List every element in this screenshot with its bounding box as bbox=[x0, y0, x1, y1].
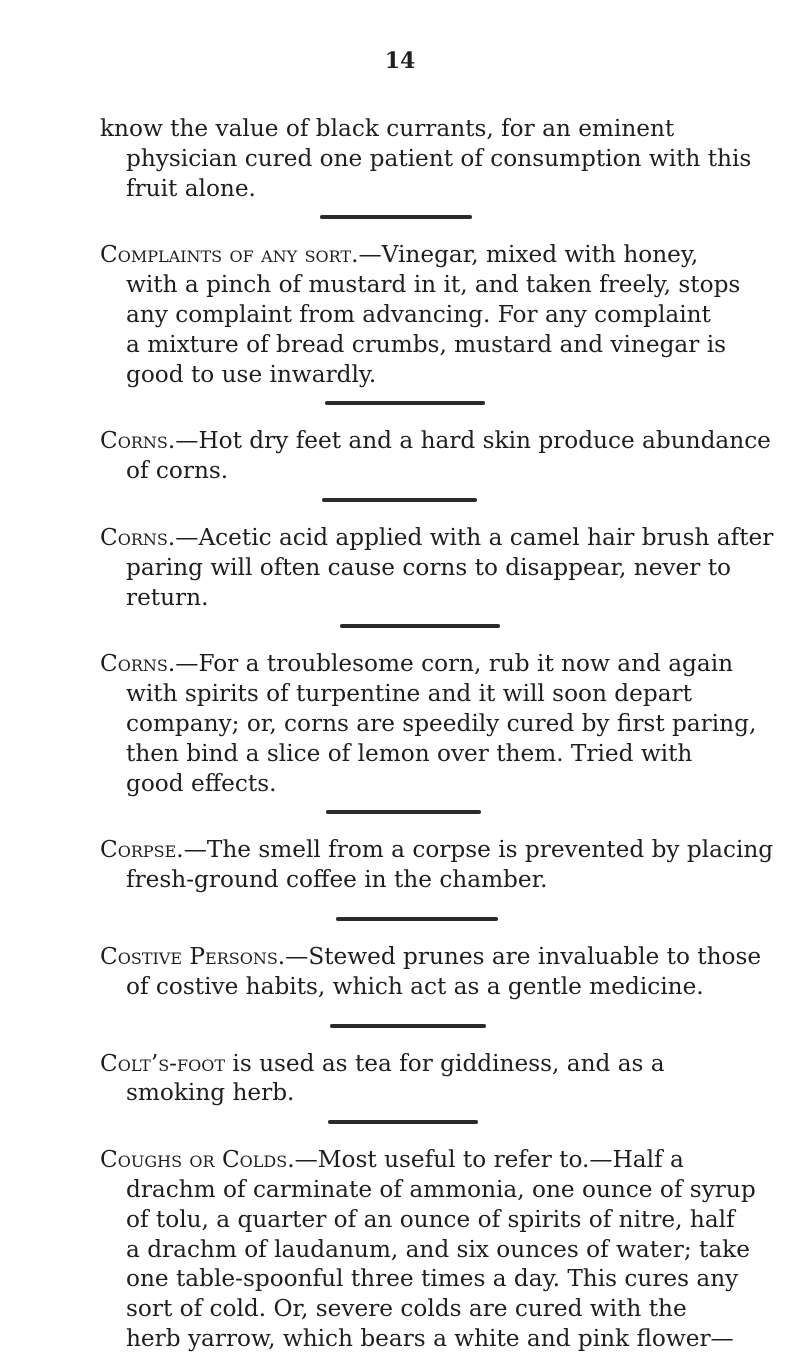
entry-line: good effects. bbox=[126, 769, 277, 797]
entry-text: —Hot dry feet and a hard skin produce abundance bbox=[175, 427, 771, 455]
entry-line: drachm of carminate of ammonia, one ounce of syrup bbox=[126, 1175, 756, 1203]
entry-line: physician cured one patient of consumption with this bbox=[126, 144, 752, 172]
entry-colts-foot bbox=[0, 1049, 800, 1109]
entry-complaints bbox=[0, 240, 800, 389]
entry-heading: Coughs or Colds. bbox=[100, 1146, 295, 1174]
entry-line: a mixture of bread crumbs, mustard and vinegar is bbox=[126, 330, 727, 358]
entry-line: return. bbox=[126, 583, 209, 611]
entry-line: sort of cold. Or, severe colds are cured with the bbox=[126, 1295, 687, 1323]
entry-heading: Corns. bbox=[100, 650, 176, 678]
entry-corns-1 bbox=[0, 426, 800, 486]
entry-line: company; or, corns are speedily cured by first paring, bbox=[126, 709, 757, 737]
section-divider bbox=[328, 1120, 478, 1124]
entry-text: —Acetic acid applied with a camel hair brush after bbox=[175, 523, 774, 551]
entry-corns-3 bbox=[0, 649, 800, 798]
entry-line: then bind a slice of lemon over them. Tried with bbox=[126, 739, 693, 767]
section-divider bbox=[330, 1024, 486, 1028]
entry-line: smoking herb. bbox=[126, 1079, 295, 1107]
entry-line bbox=[0, 649, 800, 679]
entry-heading: Costive Persons. bbox=[100, 942, 286, 970]
entry-line: herb yarrow, which bears a white and pink flower— bbox=[126, 1324, 734, 1352]
entry-line: know the value of black currants, for an eminent bbox=[100, 115, 675, 142]
section-divider bbox=[340, 624, 500, 628]
entry-line: a drachm of laudanum, and six ounces of water; take bbox=[126, 1235, 750, 1263]
entry-text: —For a troublesome corn, rub it now and again bbox=[175, 650, 734, 678]
section-divider bbox=[336, 917, 498, 921]
entry-line: one table-spoonful three times a day. This cures any bbox=[126, 1265, 739, 1293]
section-divider bbox=[322, 498, 477, 502]
entry-line: fruit alone. bbox=[126, 174, 256, 202]
entry-line bbox=[0, 1049, 800, 1079]
entry-corpse bbox=[0, 835, 800, 895]
entry-line: paring will often cause corns to disappear, never to bbox=[126, 553, 731, 581]
section-divider bbox=[320, 215, 472, 219]
entry-line bbox=[0, 240, 800, 270]
entry-black-currants bbox=[0, 114, 800, 203]
entry-heading: Colt’s-foot bbox=[100, 1049, 226, 1077]
entry-line: of costive habits, which act as a gentle medicine. bbox=[126, 972, 704, 1000]
entry-heading: Corns. bbox=[100, 427, 176, 455]
entry-line: of corns. bbox=[126, 457, 229, 485]
entry-heading: Corpse. bbox=[100, 836, 184, 864]
entry-line: good to use inwardly. bbox=[126, 360, 377, 388]
entry-line: fresh-ground coffee in the chamber. bbox=[126, 866, 548, 894]
entry-heading: Corns. bbox=[100, 523, 176, 551]
entry-line bbox=[0, 523, 800, 553]
entry-text: —Vinegar, mixed with honey, bbox=[358, 241, 699, 269]
entry-line bbox=[0, 835, 800, 865]
entry-heading: Complaints of any sort. bbox=[100, 241, 359, 269]
entry-text: —The smell from a corpse is prevented by placing bbox=[183, 836, 774, 864]
entry-line bbox=[0, 1145, 800, 1175]
entries-list bbox=[0, 114, 800, 1354]
entry-text: —Most useful to refer to.—Half a bbox=[294, 1146, 684, 1174]
section-divider bbox=[326, 810, 481, 814]
section-divider bbox=[325, 401, 485, 405]
entry-line bbox=[0, 942, 800, 972]
entry-text: is used as tea for giddiness, and as a bbox=[225, 1049, 665, 1077]
entry-line: with a pinch of mustard in it, and taken freely, stops bbox=[126, 271, 741, 299]
entry-line: any complaint from advancing. For any complaint bbox=[126, 300, 711, 328]
entry-text: —Stewed prunes are invaluable to those bbox=[285, 942, 762, 970]
entry-costive-persons bbox=[0, 942, 800, 1002]
entry-line: with spirits of turpentine and it will soon depart bbox=[126, 680, 692, 708]
page-number: 14 bbox=[384, 48, 416, 74]
entry-line bbox=[0, 426, 800, 456]
entry-coughs-colds bbox=[0, 1145, 800, 1354]
entry-line: of tolu, a quarter of an ounce of spirits of nitre, half bbox=[126, 1205, 735, 1233]
entry-corns-2 bbox=[0, 523, 800, 612]
